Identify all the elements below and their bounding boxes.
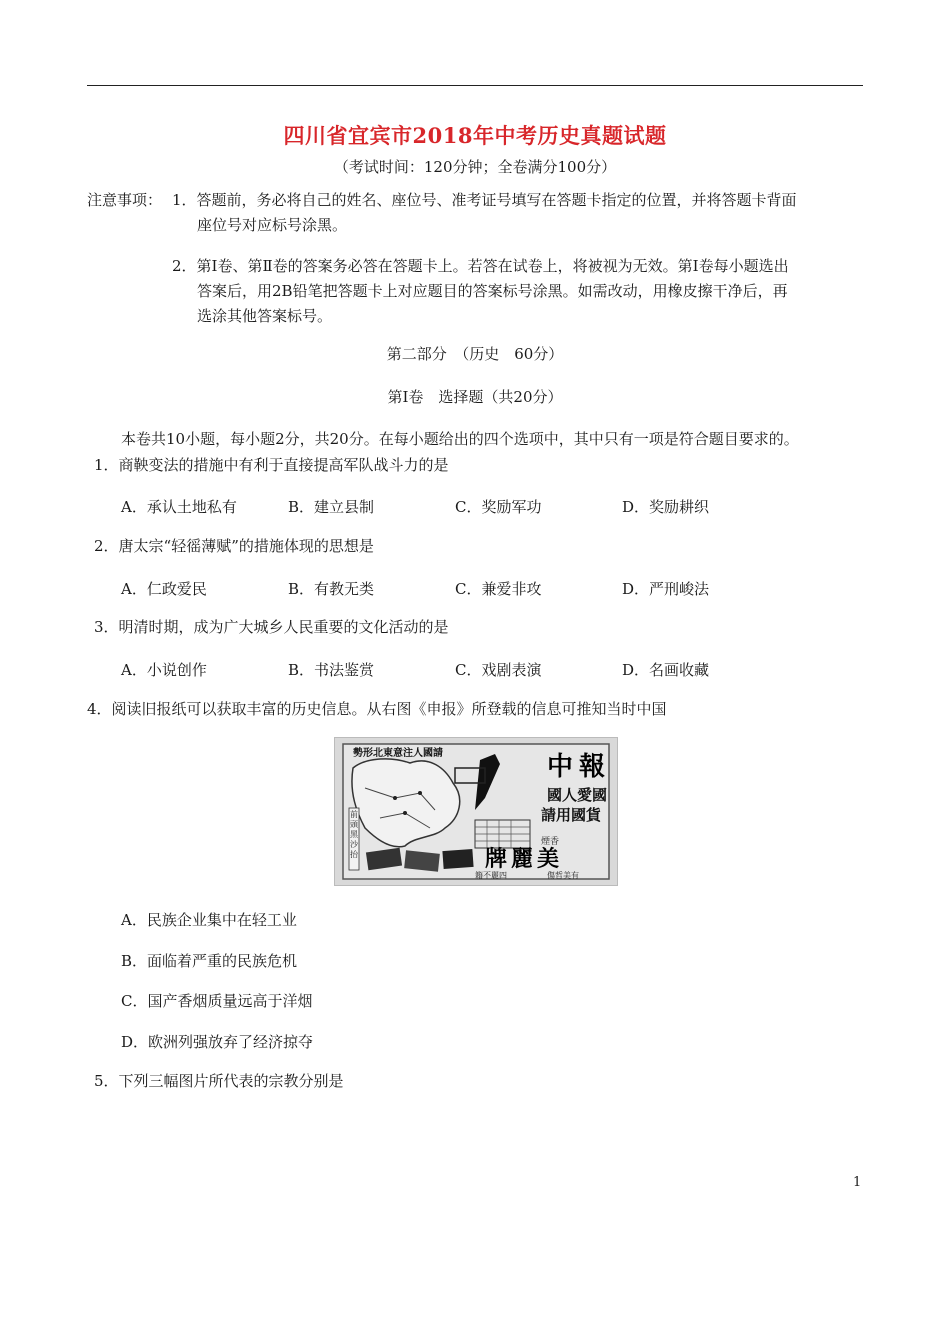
section-heading: 第Ⅰ卷 选择题（共20分）: [387, 388, 563, 406]
newspaper-brand: 牌麗美: [485, 846, 564, 872]
document-title: 四川省宜宾市2018年中考历史真题试题: [283, 123, 667, 148]
newspaper-footer-left: 籍不麗四: [475, 871, 507, 880]
header-rule: [87, 85, 863, 86]
page-number: 1: [853, 1175, 862, 1190]
question-1-stem: 1．商鞅变法的措施中有利于直接提高军队战斗力的是: [94, 456, 449, 474]
question-4-option-b: B．面临着严重的民族危机: [121, 952, 298, 970]
question-3-stem: 3．明清时期，成为广大城乡人民重要的文化活动的是: [94, 618, 449, 636]
question-5-stem: 5．下列三幅图片所代表的宗教分别是: [94, 1072, 344, 1090]
question-3-option-d: D．名画收藏: [622, 661, 710, 679]
question-3-option-b: B．书法鉴赏: [288, 661, 375, 679]
question-4-stem: 4．阅读旧报纸可以获取丰富的历史信息。从右图《申报》所登载的信息可推知当时中国: [87, 700, 667, 718]
question-3-option-c: C．戏剧表演: [455, 661, 542, 679]
notice-item-2-line-3: 选涂其他答案标号。: [197, 307, 333, 325]
newspaper-slogan-1: 國人愛國: [547, 786, 608, 804]
part-heading: 第二部分 （历史 60分）: [386, 345, 564, 363]
newspaper-side-text: 前頭黑沙抬: [350, 810, 358, 859]
newspaper-small-text: 煙香: [541, 837, 560, 847]
question-2-option-a: A．仁政爱民: [121, 580, 207, 598]
notice-label: 注意事项：: [87, 191, 163, 209]
question-1-option-a: A．承认土地私有: [121, 498, 237, 516]
notice-item-1-line-1: 1．答题前，务必将自己的姓名、座位号、准考证号填写在答题卡指定的位置，并将答题卡背面: [172, 191, 797, 209]
section-intro: 本卷共10小题，每小题2分，共20分。在每小题给出的四个选项中，其中只有一项是符合题目要求的。: [121, 430, 799, 448]
question-4-option-a: A．民族企业集中在轻工业: [121, 911, 297, 929]
notice-item-2-line-2: 答案后，用2B铅笔把答题卡上对应题目的答案标号涂黑。如需改动，用橡皮擦干净后，再: [197, 282, 788, 300]
question-1-option-c: C．奖励军功: [455, 498, 542, 516]
question-4-option-d: D．欧洲列强放弃了经济掠夺: [121, 1033, 314, 1051]
question-2-option-c: C．兼爱非攻: [455, 580, 542, 598]
question-2-option-d: D．严刑峻法: [622, 580, 710, 598]
newspaper-header-text: 勢形北東意注人國請: [353, 748, 443, 759]
question-2-option-b: B．有教无类: [288, 580, 375, 598]
exam-info: （考试时间：120分钟；全卷满分100分）: [333, 158, 617, 176]
newspaper-slogan-2: 請用國貨: [541, 806, 602, 824]
notice-item-2-line-1: 2．第Ⅰ卷、第Ⅱ卷的答案务必答在答题卡上。若答在试卷上，将被视为无效。第Ⅰ卷每小题选出: [172, 257, 789, 275]
question-1-option-d: D．奖励耕织: [622, 498, 710, 516]
question-4-option-c: C．国产香烟质量远高于洋烟: [121, 992, 313, 1010]
question-3-option-a: A．小说创作: [121, 661, 207, 679]
question-1-option-b: B．建立县制: [288, 498, 375, 516]
newspaper-masthead: 中報: [547, 752, 612, 782]
question-2-stem: 2．唐太宗“轻徭薄赋”的措施体现的思想是: [94, 537, 374, 555]
newspaper-footer-right: 傷哲美有: [547, 871, 579, 880]
shenbao-newspaper-image: [334, 737, 618, 886]
notice-item-1-line-2: 座位号对应标号涂黑。: [197, 216, 348, 234]
